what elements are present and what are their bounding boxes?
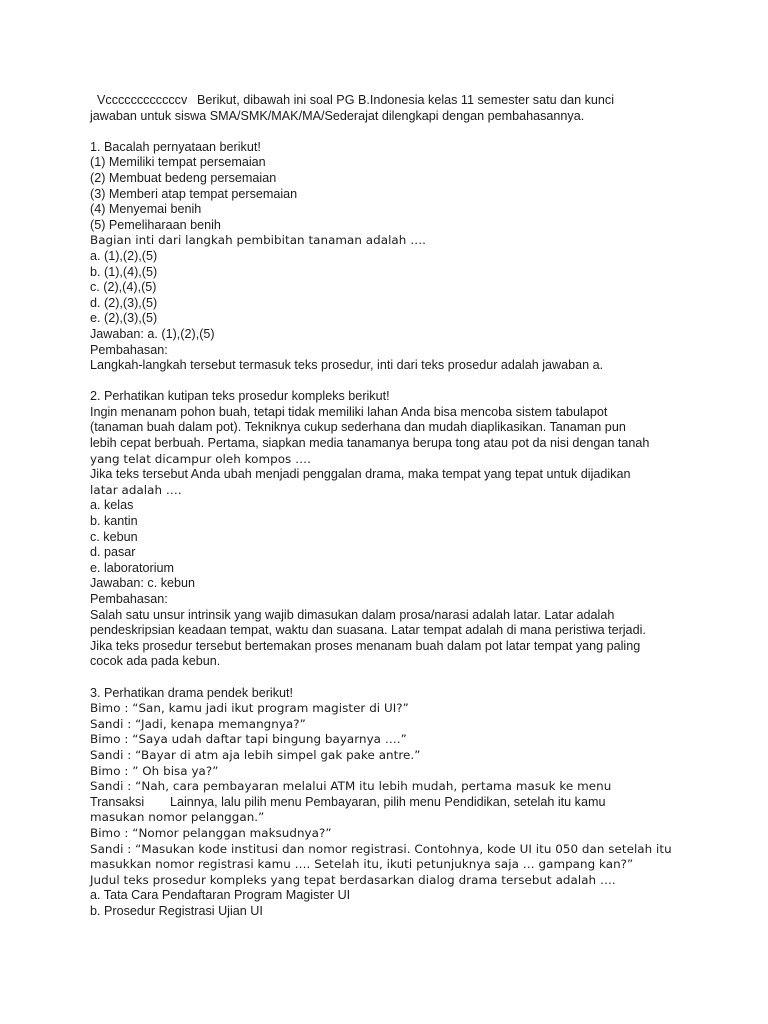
q2-prompt: 2. Perhatikan kutipan teks prosedur kompleks berikut! — [90, 389, 390, 404]
q2-answer: Jawaban: c. kebun — [90, 576, 196, 591]
q2-option-d: d. pasar — [90, 545, 136, 560]
q3-dialog-line-7 — [90, 795, 730, 811]
q1-option-b: b. (1),(4),(5) — [90, 264, 158, 279]
q3-dialog-line-3: Bimo : “Saya udah daftar tapi bingung bayarnya ….” — [90, 732, 407, 747]
q1-option-e: e. (2),(3),(5) — [90, 311, 158, 326]
q2-discussion-line-3: Jika teks prosedur tersebut bertemakan proses menanam buah dalam pot latar tempat yang paling — [90, 638, 641, 653]
q3-dialog-line-10: Sandi : “Masukan kode institusi dan nomor registrasi. Contohnya, kode UI itu 050 dan setelah itu — [90, 841, 672, 856]
intro-text: Berikut, dibawah ini soal PG B.Indonesia kelas 11 semester satu dan kunci — [197, 93, 614, 107]
q3-dialog-line-6: Sandi : “Nah, cara pembayaran melalui ATM itu lebih mudah, pertama masuk ke menu — [90, 779, 612, 794]
q1-prompt: 1. Bacalah pernyataan berikut! — [90, 139, 261, 154]
q1-discussion-label: Pembahasan: — [90, 342, 168, 357]
q3-dialog-lainnya: Lainnya, lalu pilih menu Pembayaran, pilih menu Pendidikan, setelah itu kamu — [170, 794, 606, 809]
q1-statement-3: (3) Memberi atap tempat persemaian — [90, 186, 298, 201]
q2-question-line-2: latar adalah …. — [90, 482, 182, 497]
q1-option-a: a. (1),(2),(5) — [90, 248, 158, 263]
spacer — [90, 374, 730, 390]
q2-discussion-line-1: Salah satu unsur intrinsik yang wajib dimasukan dalam prosa/narasi adalah latar. Latar adalah — [90, 607, 615, 622]
q3-dialog-line-1: Bimo : “San, kamu jadi ikut program magister di UI?” — [90, 701, 409, 716]
q1-question: Bagian inti dari langkah pembibitan tanaman adalah …. — [90, 233, 426, 248]
q2-discussion-line-2: pendeskripsian keadaan tempat, waktu dan suasana. Latar tempat adalah di mana peristiwa terjadi. — [90, 623, 646, 638]
q1-answer: Jawaban: a. (1),(2),(5) — [90, 326, 215, 341]
q1-statement-1: (1) Memiliki tempat persemaian — [90, 155, 266, 170]
q2-discussion-label: Pembahasan: — [90, 592, 168, 606]
q3-option-b: b. Prosedur Registrasi Ujian UI — [90, 903, 263, 918]
spacer — [90, 670, 730, 686]
q1-discussion: Langkah-langkah tersebut termasuk teks prosedur, inti dari teks prosedur adalah jawaban a. — [90, 358, 604, 373]
q2-question-line-1: Jika teks tersebut Anda ubah menjadi penggalan drama, maka tempat yang tepat untuk dijadikan — [90, 467, 631, 482]
q3-prompt: 3. Perhatikan drama pendek berikut! — [90, 685, 294, 700]
q1-statement-2: (2) Membuat bedeng persemaian — [90, 170, 277, 185]
q3-dialog-line-9: Bimo : “Nomor pelanggan maksudnya?” — [90, 825, 332, 840]
q1-option-c: c. (2),(4),(5) — [90, 280, 157, 295]
q3-dialog-transaksi: Transaksi — [90, 794, 145, 809]
q2-discussion-line-4: cocok ada pada kebun. — [90, 654, 221, 669]
intro-line-1 — [90, 93, 730, 109]
q3-dialog-line-11: masukkan nomor registrasi kamu …. Setelah itu, ikuti petunjuknya saja … gampang kan?” — [90, 857, 634, 872]
q3-dialog-line-2: Sandi : “Jadi, kenapa memangnya?” — [90, 716, 306, 731]
q2-option-a: a. kelas — [90, 498, 134, 513]
q3-dialog-line-4: Sandi : “Bayar di atm aja lebih simpel gak pake antre.” — [90, 747, 421, 762]
q3-dialog-line-8: masukan nomor pelanggan.” — [90, 810, 265, 825]
q2-excerpt-line-3: lebih cepat berbuah. Pertama, siapkan media tanamanya berupa tong atau pot da nisi dengan tanah — [90, 436, 650, 451]
q2-excerpt-line-4: yang telat dicampur oleh kompos …. — [90, 451, 311, 466]
intro-line-2: jawaban untuk siswa SMA/SMK/MAK/MA/Sederajat dilengkapi dengan pembahasannya. — [90, 108, 585, 123]
q3-question: Judul teks prosedur kompleks yang tepat berdasarkan dialog drama tersebut adalah …. — [90, 872, 616, 887]
q1-statement-4: (4) Menyemai benih — [90, 202, 202, 217]
q2-excerpt-line-1: Ingin menanam pohon buah, tetapi tidak memiliki lahan Anda bisa mencoba sistem tabulapot — [90, 404, 608, 419]
q2-option-c: c. kebun — [90, 529, 138, 544]
q2-excerpt-line-2: (tanaman buah dalam pot). Tekniknya cukup sederhana dan mudah diaplikasikan. Tanaman pun — [90, 420, 626, 435]
q1-option-d: d. (2),(3),(5) — [90, 295, 158, 310]
spacer — [90, 124, 730, 140]
q3-dialog-line-5: Bimo : ” Oh bisa ya?” — [90, 763, 219, 778]
intro-code: Vccccccccccccv — [97, 93, 188, 107]
document-content — [90, 93, 730, 919]
q2-option-e: e. laboratorium — [90, 560, 174, 575]
q1-statement-5: (5) Pemeliharaan benih — [90, 217, 221, 232]
q2-option-b: b. kantin — [90, 514, 138, 529]
q3-option-a: a. Tata Cara Pendaftaran Program Magister UI — [90, 888, 351, 903]
